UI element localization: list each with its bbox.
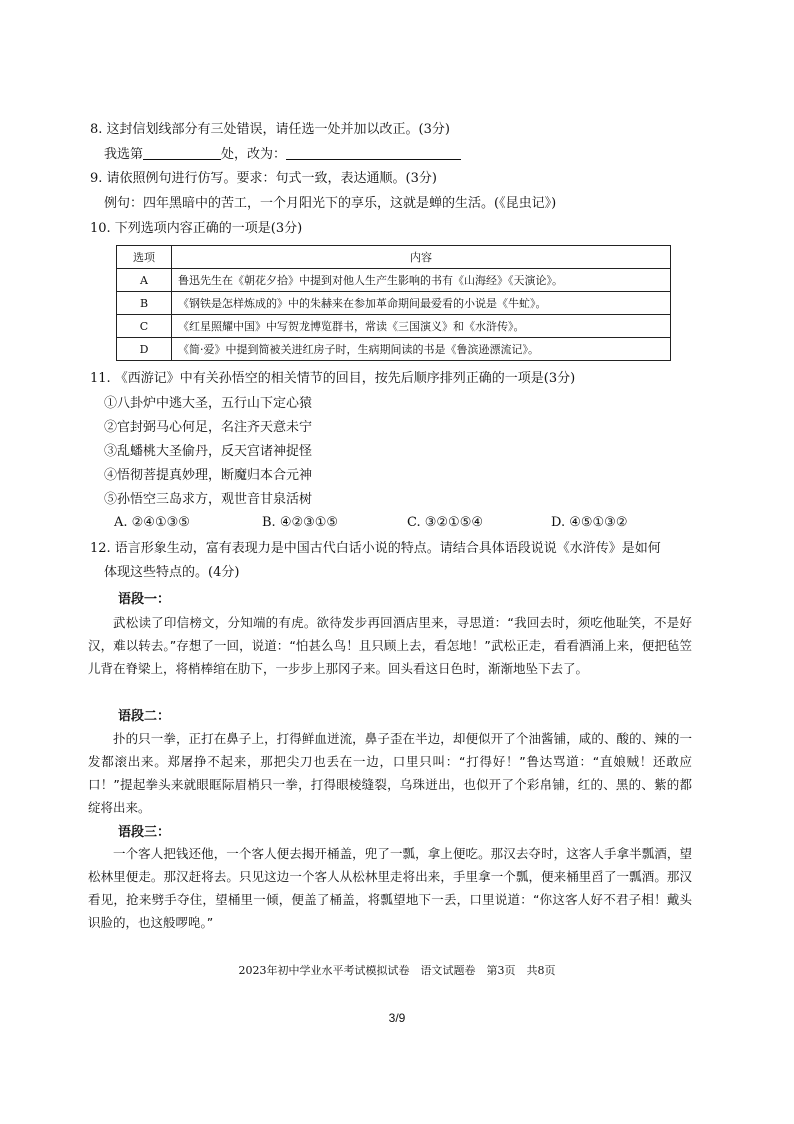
table-row bbox=[117, 315, 671, 338]
chapter-item: ⑤孙悟空三岛求方，观世音甘泉活树 bbox=[104, 492, 313, 507]
chapter-item: ③乱蟠桃大圣偷丹，反天宫诸神捉怪 bbox=[104, 444, 313, 459]
table-row bbox=[117, 292, 671, 315]
option-key: C bbox=[117, 315, 172, 338]
option-key: A bbox=[117, 269, 172, 292]
question-8: 8. 这封信划线部分有三处错误，请任选一处并加以改正。(3分) bbox=[90, 122, 450, 137]
table-row bbox=[117, 338, 671, 361]
option-key: D bbox=[117, 338, 172, 361]
option-content: 《钢铁是怎样炼成的》中的朱赫来在参加革命期间最爱看的小说是《牛虻》。 bbox=[172, 292, 671, 315]
segment-3-title: 语段三： bbox=[118, 825, 171, 840]
question-10-options-table bbox=[116, 245, 671, 361]
segment-2-title: 语段二： bbox=[118, 709, 171, 724]
choice-a[interactable]: A. ②④①③⑤ bbox=[114, 515, 190, 530]
option-content: 《简·爱》中提到简被关进红房子时，生病期间读的书是《鲁滨逊漂流记》。 bbox=[172, 338, 671, 361]
answer-mid: 处，改为： bbox=[221, 147, 287, 162]
question-9-example: 例句：四年黑暗中的苦工，一个月阳光下的享乐，这就是蝉的生活。(《昆虫记》) bbox=[104, 196, 557, 211]
choice-c[interactable]: C. ③②①⑤④ bbox=[407, 515, 484, 530]
table-row bbox=[117, 269, 671, 292]
segment-3-text: 一个客人把钱还他，一个客人便去揭开桶盖，兜了一瓢，拿上便吃。那汉去夺时，这客人手拿半瓢酒，望松林里便走。那汉赶将去。只见这边一个客人从松林里走将出来，手里拿一个瓢，便来桶里舀了一瓢酒。那汉看见，抢来劈手夺住，望桶里一倾，便盖了桶盖，将瓢望地下一丢，口里说道：“你这客人好不君子相！戴头识脸的，也这般啰唣。” bbox=[88, 846, 692, 930]
table-header-option: 选项 bbox=[117, 246, 172, 269]
chapter-item: ①八卦炉中逃大圣，五行山下定心猿 bbox=[104, 396, 313, 411]
choice-d[interactable]: D. ④⑤①③② bbox=[551, 515, 628, 530]
question-12-cont: 体现这些特点的。(4分) bbox=[104, 565, 240, 580]
chapter-item: ④悟彻菩提真妙理，断魔归本合元神 bbox=[104, 468, 313, 483]
question-12: 12. 语言形象生动，富有表现力是中国古代白话小说的特点。请结合具体语段说说《水浒传》是如何 bbox=[90, 541, 661, 556]
question-9: 9. 请依照例句进行仿写。要求：句式一致，表达通顺。(3分) bbox=[90, 171, 437, 186]
table-header-row bbox=[117, 246, 671, 269]
table-header-content: 内容 bbox=[172, 246, 671, 269]
page-footer: 2023年初中学业水平考试模拟试卷 语文试题卷 第3页 共8页 bbox=[238, 964, 556, 977]
question-11: 11. 《西游记》中有关孙悟空的相关情节的回目，按先后顺序排列正确的一项是(3分) bbox=[90, 371, 576, 386]
choice-b[interactable]: B. ④②③①⑤ bbox=[262, 515, 339, 530]
segment-1-text: 武松读了印信榜文，分知端的有虎。欲待发步再回酒店里来，寻思道：“我回去时，须吃他耻笑，不是好汉，难以转去。”存想了一回，说道：“怕甚么鸟！且只顾上去，看怎地！”武松正走，看看酒涌上来，便把毡笠儿背在脊梁上，将梢棒绾在肋下，一步步上那冈子来。回头看这日色时，渐渐地坠下去了。 bbox=[88, 615, 692, 676]
answer-blank-correction[interactable] bbox=[286, 145, 461, 160]
option-content: 鲁迅先生在《朝花夕拾》中提到对他人生产生影响的书有《山海经》《天演论》。 bbox=[172, 269, 671, 292]
segment-1-title: 语段一： bbox=[118, 592, 171, 607]
option-content: 《红星照耀中国》中写贺龙博览群书，常读《三国演义》和《水浒传》。 bbox=[172, 315, 671, 338]
option-key: B bbox=[117, 292, 172, 315]
question-10: 10. 下列选项内容正确的一项是(3分) bbox=[90, 221, 303, 236]
question-8-answer-line bbox=[104, 145, 461, 164]
answer-prefix: 我选第 bbox=[104, 147, 144, 162]
chapter-item: ②官封弼马心何足，名注齐天意未宁 bbox=[104, 420, 313, 435]
answer-blank-position[interactable] bbox=[143, 145, 221, 160]
segment-2-text: 扑的只一拳，正打在鼻子上，打得鲜血迸流，鼻子歪在半边，却便似开了个油酱铺，咸的、酸的、辣的一发都滚出来。郑屠挣不起来，那把尖刀也丢在一边，口里只叫：“打得好！”鲁达骂道：“直娘贼！还敢应口！”提起拳头来就眼眶际眉梢只一拳，打得眼棱缝裂，乌珠迸出，也似开了个彩帛铺，红的、黑的、紫的都绽将出来。 bbox=[88, 731, 692, 815]
page-number: 3/9 bbox=[388, 1011, 406, 1025]
